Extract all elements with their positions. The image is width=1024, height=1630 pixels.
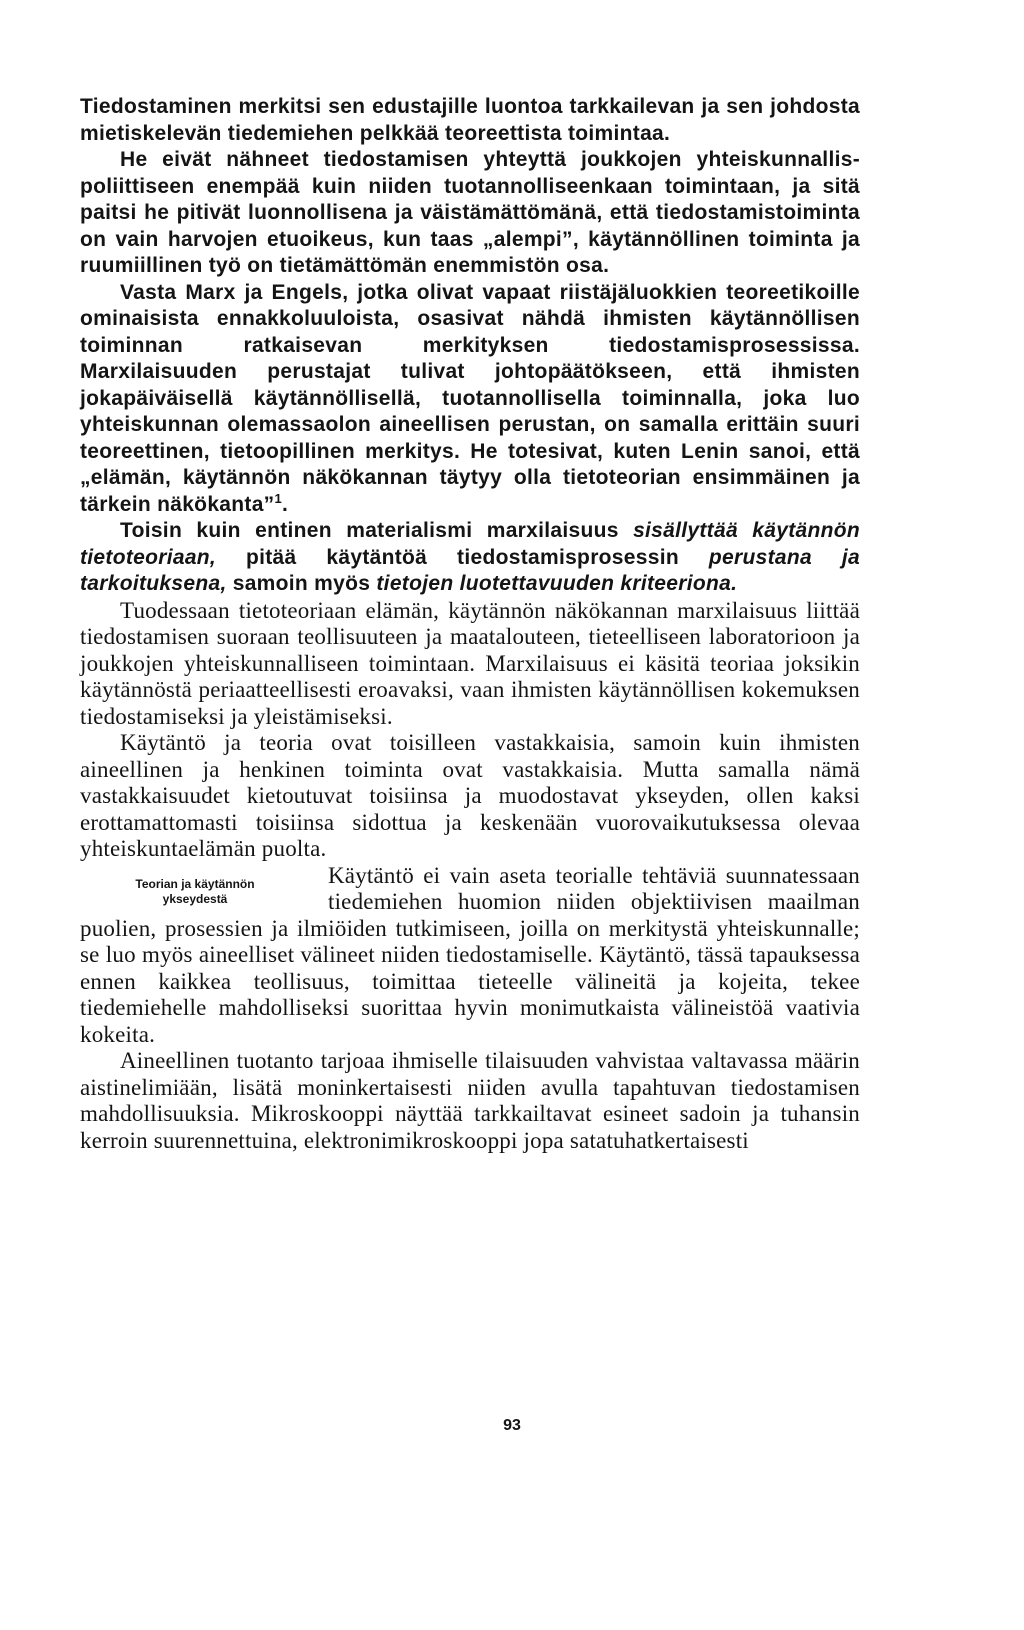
footnote-marker: 1 bbox=[274, 490, 283, 506]
paragraph-3-text: Vasta Marx ja Engels, jotka olivat vapaat riistäjäluokkien teoreetikoille ominaisista ennakkoluuloista, osasivat nähdä ihmisten käytännöllisen toiminnan ratkaisevan merkityksen tiedostamisprosessissa. Marxilaisuuden perustajat tulivat johtopäätökseen, että ihmisten jokapäiväisellä käytännöllisellä, tuotannollisella toiminnalla, joka luo yhteiskunnan olemassaolon aineellisen perustan, on samalla erittäin suuri teoreettinen, tietoopillinen merkitys. He totesivat, kuten Lenin sanoi, että „elämän, käytännön näkökannan täytyy olla tietoteorian ensimmäinen ja tärkein näkökanta” bbox=[80, 280, 860, 516]
side-note bbox=[80, 865, 310, 907]
paragraph-7: Käytäntö ei vain aseta teorialle tehtäviä suunnatessaan tiedemiehen huomion niiden objektiivisen maailman puolien, prosessien ja ilmiöiden tutkimiseen, joilla on merkitystä yhteiskunnalle; se luo myös aineelliset välineet niiden tiedostamiselle. Käytäntö, tässä tapauksessa ennen kaikkea teollisuus, toimittaa tieteelle välineitä ja kojeita, tekee tiedemiehelle mahdolliseksi suorittaa hyvin monimutkaista välineistöä vaativia kokeita. bbox=[80, 862, 860, 1047]
side-note-section bbox=[80, 863, 860, 1049]
paragraph-4-emphasis-1: sisällyttää käytännön tietoteoriaan, bbox=[80, 519, 860, 569]
side-note-line-2: ykseydestä bbox=[162, 891, 228, 906]
paragraph-4-text-a: Toisin kuin entinen materialismi marxilaisuus bbox=[120, 519, 634, 542]
paragraph-3-end: . bbox=[282, 492, 289, 516]
page-body bbox=[80, 94, 860, 1154]
paragraph-4-emphasis-2: perustana ja tarkoituksena, bbox=[80, 545, 860, 595]
paragraph-4-text-c: samoin myös bbox=[226, 572, 377, 595]
side-note-line-1: Teorian ja käytännön bbox=[135, 876, 255, 891]
paragraph-8: Aineellinen tuotanto tarjoaa ihmiselle tilaisuuden vahvistaa valtavassa määrin aistinelimiään, lisätä moninkertaisesti niiden avulla tapahtuvan tiedostamisen mahdollisuuksia. Mikroskooppi näyttää tarkkailtavat esineet sadoin ja tuhansin kerroin suurennettuina, elektronimikroskooppi jopa satatuhatkertaisesti bbox=[80, 1048, 860, 1153]
paragraph-4-text-b: pitää käytäntöä tiedostamisprosessin bbox=[216, 545, 709, 569]
paragraph-2: He eivät nähneet tiedostamisen yhteyttä joukkojen yhteiskunnallis-poliittiseen enempää kuin niiden tuotannolliseenkaan toimintaan, ja sitä paitsi he pitivät luonnollisena ja väistämättömänä, että tiedostamistoiminta on vain harvojen etuoikeus, kun taas „alempi”, käytännöllinen toiminta ja ruumiillinen työ on tietämättömän enemmistön osa. bbox=[80, 148, 860, 277]
paragraph-1: Tiedostaminen merkitsi sen edustajille luontoa tarkkailevan ja sen johdosta mietiskelevän tiedemiehen pelkkää teoreettista toimintaa. bbox=[80, 95, 860, 145]
paragraph-4-emphasis-3: tietojen luotettavuuden kriteeriona. bbox=[376, 572, 738, 595]
paragraph-4 bbox=[80, 518, 860, 598]
paragraph-3 bbox=[80, 280, 860, 519]
paragraph-5: Tuodessaan tietoteoriaan elämän, käytännön näkökannan marxilaisuus liittää tiedostamisen suoraan teollisuuteen ja maatalouteen, tieteelliseen laboratorioon ja joukkojen yhteiskunnalliseen toimintaan. Marxilaisuus ei käsitä teoriaa joksikin käytännöstä periaatteellisesti eroavaksi, vaan ihmisten käytännöllisen kokemuksen tiedostamiseksi ja yleistämiseksi. bbox=[80, 597, 860, 729]
page-number: 93 bbox=[503, 1417, 521, 1434]
paragraph-6: Käytäntö ja teoria ovat toisilleen vastakkaisia, samoin kuin ihmisten aineellinen ja henkinen toiminta ovat vastakkaisia. Mutta samalla nämä vastakkaisuudet kietoutuvat toisiinsa ja muodostavat ykseyden, ollen kaksi erottamattomasti toisiinsa sidottua ja keskenään vuorovaikutuksessa olevaa yhteiskuntaelämän puolta. bbox=[80, 730, 860, 861]
